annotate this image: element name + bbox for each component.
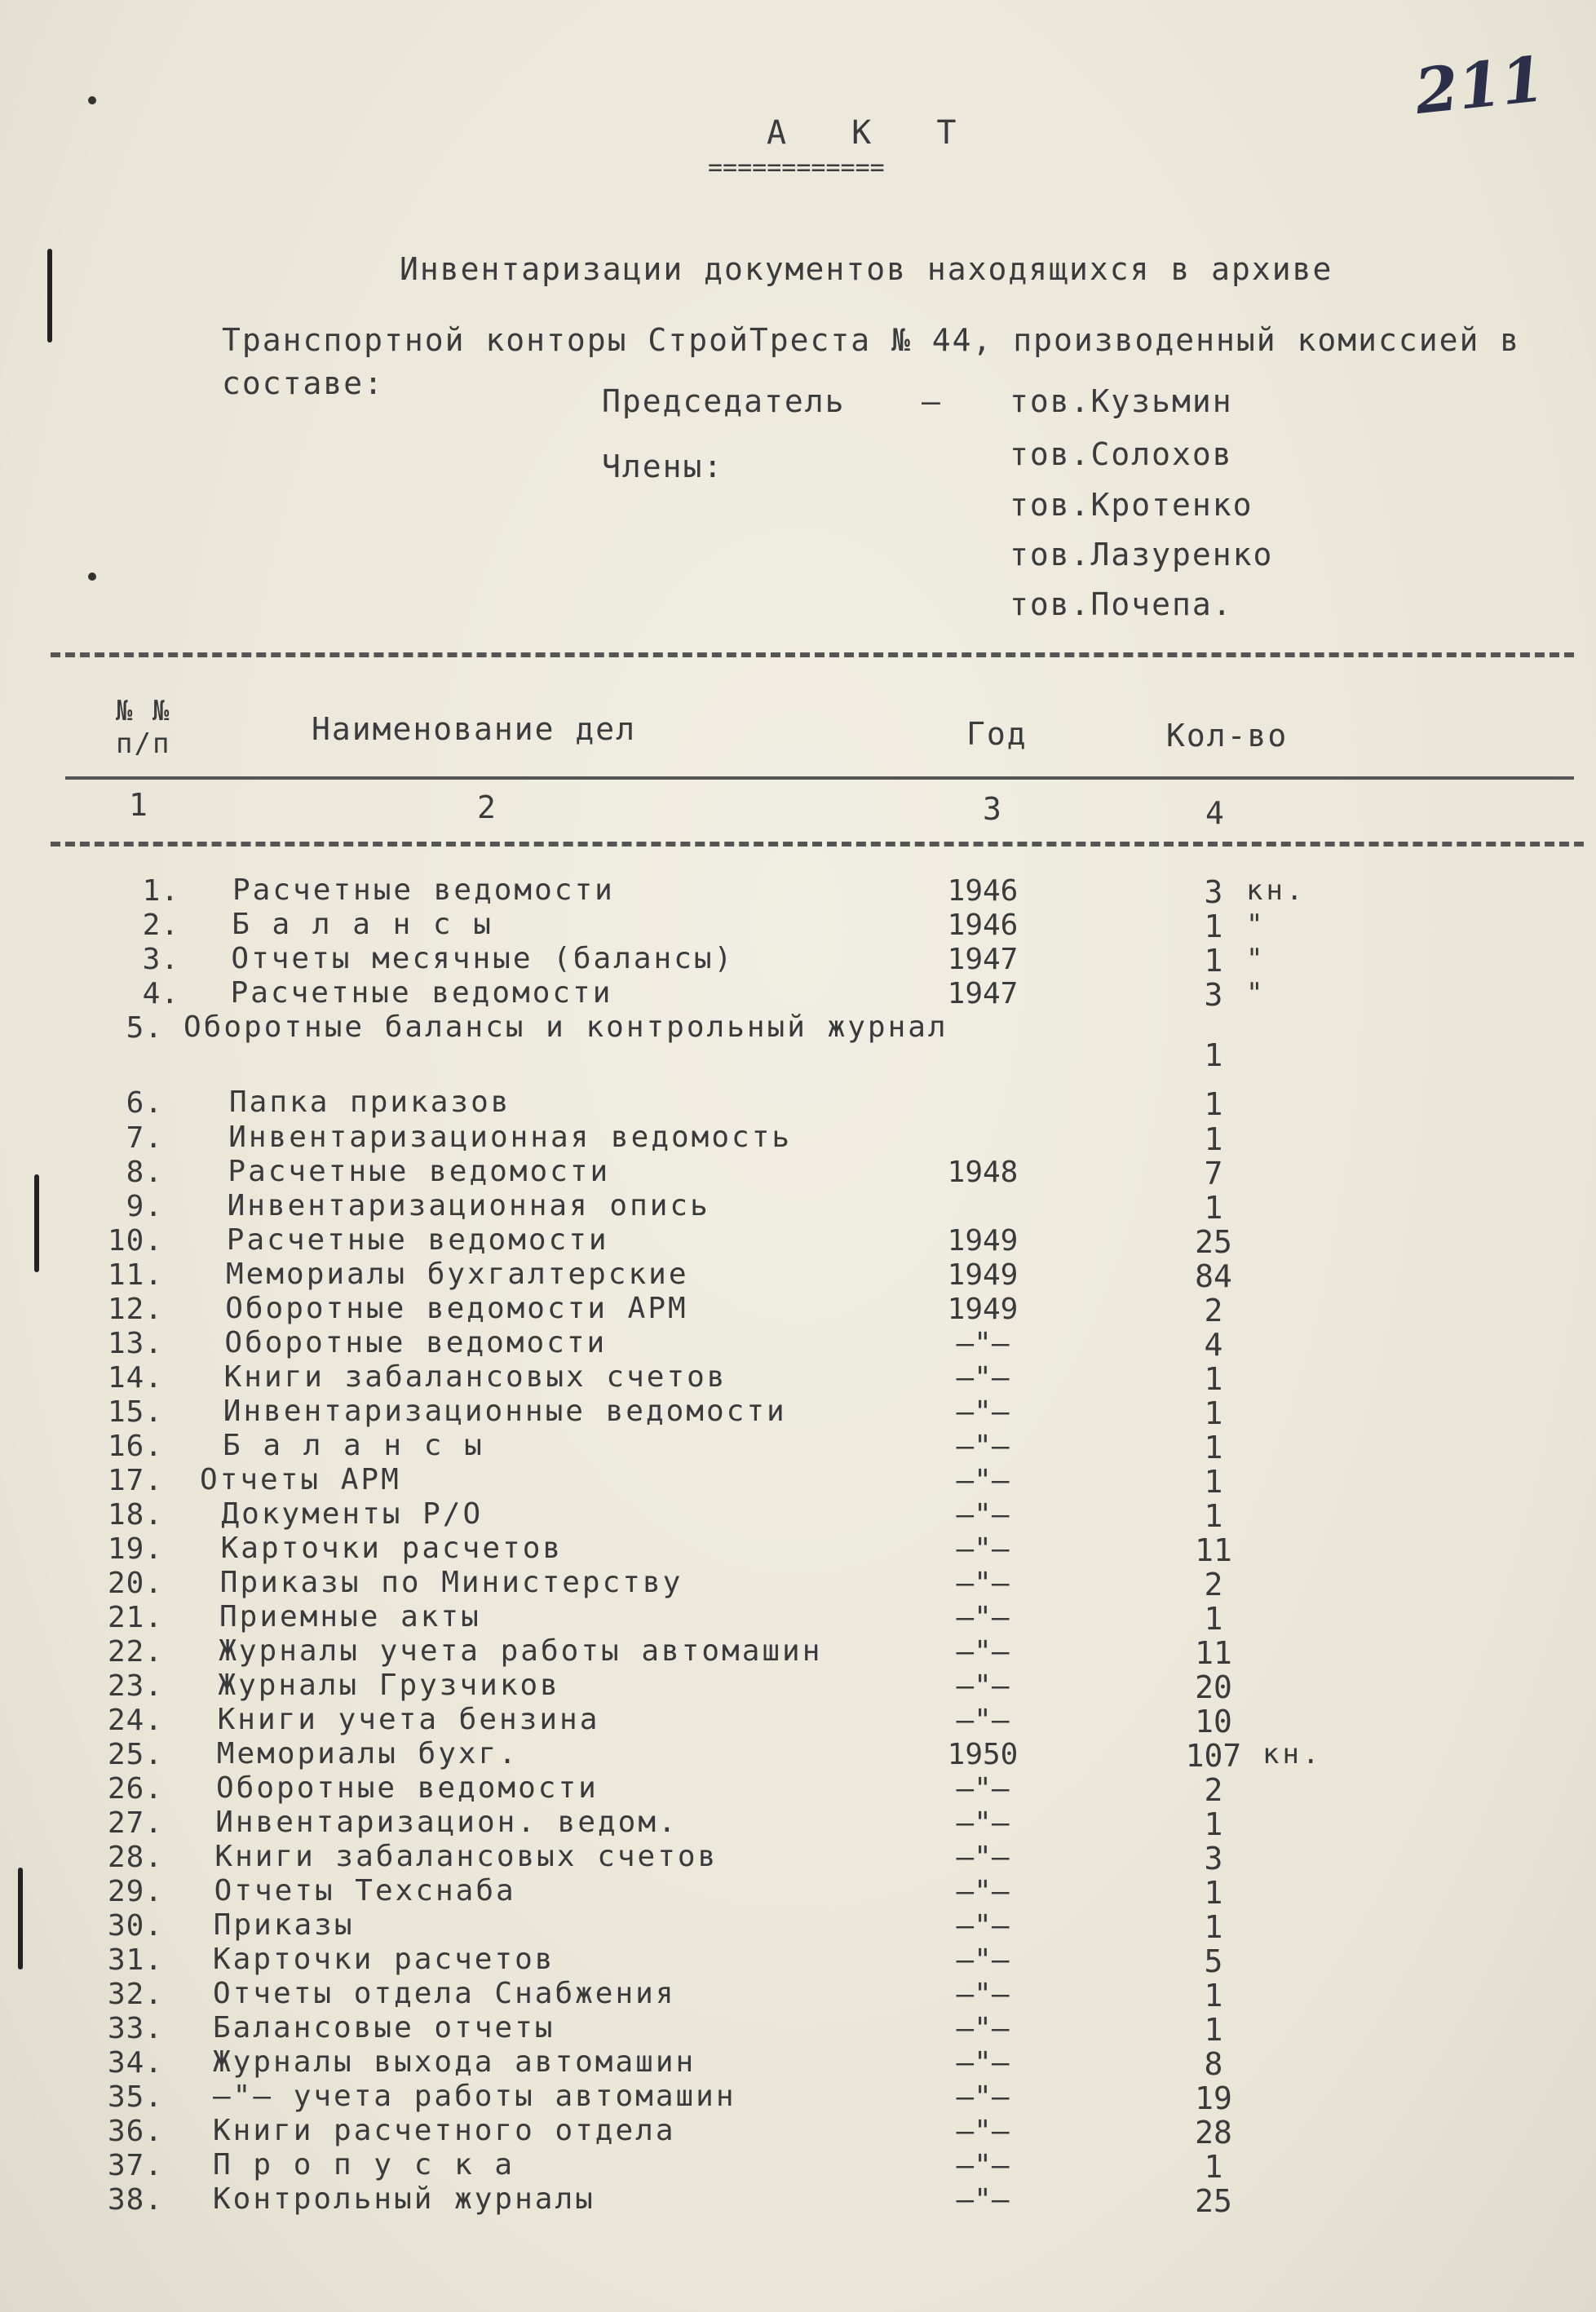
row-year: –"– (956, 1327, 1010, 1360)
row-count: 1 (1204, 908, 1223, 944)
row-year: 1949 (947, 1293, 1019, 1326)
row-document-name: Карточки расчетов (213, 1943, 555, 1976)
row-year: –"– (956, 2080, 1010, 2114)
row-document-name: Журналы выхода автомашин (213, 2045, 696, 2079)
row-number: 15. (107, 1395, 163, 1429)
row-number: 23. (107, 1669, 163, 1703)
row-number: 2. (142, 908, 179, 942)
row-number: 19. (107, 1532, 163, 1566)
row-unit: " (1246, 977, 1267, 1010)
row-year: –"– (956, 1943, 1010, 1977)
row-document-name: Папка приказов (229, 1085, 511, 1119)
row-number: 21. (107, 1601, 163, 1634)
row-document-name: Инвентаризационная опись (227, 1189, 710, 1222)
row-count: 5 (1204, 1943, 1223, 1979)
row-year: 1950 (947, 1738, 1019, 1771)
row-count: 3 (1204, 874, 1223, 910)
header-rule-bottom (51, 842, 1584, 847)
row-year: –"– (956, 1464, 1010, 1497)
row-number: 12. (107, 1293, 163, 1326)
row-number: 14. (107, 1361, 163, 1395)
row-document-name: Балансовые отчеты (213, 2011, 555, 2045)
col-header-number: № № п/п (116, 695, 171, 760)
chair-dash: – (922, 383, 942, 419)
row-count: 19 (1195, 2080, 1232, 2116)
row-count: 1 (1204, 1601, 1223, 1637)
folio-number: 211 (1411, 42, 1548, 129)
members-label: Члены: (602, 449, 724, 484)
row-document-name: Книги учета бензина (217, 1703, 600, 1736)
row-count: 25 (1195, 1224, 1232, 1260)
row-number: 5. (126, 1011, 163, 1045)
row-count: 10 (1195, 1704, 1232, 1740)
row-document-name: П р о п у с к а (213, 2148, 515, 2182)
member-name: тов.Кротенко (1010, 487, 1253, 523)
row-count: 3 (1204, 977, 1223, 1013)
row-year: –"– (956, 1567, 1010, 1600)
intro-line-1: Инвентаризации документов находящихся в архиве (400, 251, 1333, 287)
row-year: –"– (956, 2012, 1010, 2045)
row-number: 1. (142, 874, 179, 908)
row-year: 1949 (947, 1258, 1019, 1292)
row-year: –"– (956, 2149, 1010, 2182)
row-year: –"– (956, 2115, 1010, 2148)
col-index-count: 4 (1205, 795, 1226, 831)
row-count: 1 (1204, 1121, 1223, 1157)
row-number: 4. (142, 977, 179, 1010)
row-year: –"– (956, 1806, 1010, 1840)
col-header-count: Кол-во (1166, 718, 1289, 754)
row-number: 29. (107, 1875, 163, 1908)
row-document-name: –"– учета работы автомашин (213, 2080, 736, 2113)
row-number: 20. (107, 1567, 163, 1600)
row-year: 1946 (947, 908, 1019, 942)
row-number: 11. (107, 1258, 163, 1292)
row-document-name: Расчетные ведомости (232, 873, 615, 907)
row-count: 11 (1195, 1532, 1232, 1568)
row-document-name: Приказы по Министерству (219, 1566, 683, 1599)
row-year: 1946 (947, 874, 1019, 908)
row-document-name: Отчеты АРМ (200, 1463, 401, 1496)
row-document-name: Приемные акты (219, 1600, 481, 1633)
row-year: –"– (956, 1841, 1010, 1874)
row-count: 2 (1204, 1772, 1223, 1808)
margin-dot (88, 572, 96, 581)
row-count: 4 (1204, 1327, 1223, 1363)
row-document-name: Оборотные ведомости АРМ (225, 1292, 688, 1325)
row-count: 11 (1195, 1635, 1232, 1671)
row-document-name: Расчетные ведомости (228, 1155, 611, 1188)
row-year: –"– (956, 2046, 1010, 2080)
col-index-name: 2 (477, 789, 497, 825)
header-rule-middle (65, 776, 1574, 780)
row-number: 38. (107, 2183, 163, 2217)
row-year: –"– (956, 1669, 1010, 1703)
row-number: 3. (142, 943, 179, 976)
row-number: 7. (126, 1121, 163, 1155)
row-count: 20 (1195, 1669, 1232, 1705)
row-number: 27. (107, 1806, 163, 1840)
row-number: 18. (107, 1498, 163, 1532)
row-document-name: Расчетные ведомости (226, 1223, 609, 1257)
row-year: –"– (956, 1704, 1010, 1737)
row-count: 1 (1204, 1806, 1223, 1842)
row-year: 1949 (947, 1224, 1019, 1258)
row-number: 24. (107, 1704, 163, 1737)
row-number: 17. (107, 1464, 163, 1497)
row-document-name: Карточки расчетов (220, 1532, 564, 1565)
row-count: 1 (1204, 2149, 1223, 2185)
row-count: 1 (1204, 1395, 1223, 1431)
row-document-name: Книги расчетного отдела (213, 2114, 676, 2147)
row-document-name: Б а л а н с ы (223, 1429, 484, 1462)
member-name: тов.Почепа. (1010, 586, 1233, 622)
row-count: 1 (1204, 1498, 1223, 1534)
row-document-name: Мемориалы бухгалтерские (226, 1258, 689, 1291)
row-count: 28 (1195, 2115, 1232, 2151)
row-count: 1 (1204, 1464, 1223, 1500)
row-count: 1 (1204, 1361, 1223, 1397)
row-document-name: Б а л а н с ы (232, 908, 493, 941)
row-year: –"– (956, 1772, 1010, 1806)
row-year: –"– (956, 1361, 1010, 1395)
row-count: 8 (1204, 2046, 1223, 2082)
margin-mark (34, 1174, 39, 1272)
row-number: 6. (126, 1086, 163, 1120)
row-count: 3 (1204, 1841, 1223, 1877)
row-unit: " (1246, 943, 1267, 975)
member-name: тов.Лазуренко (1010, 537, 1274, 572)
row-document-name: Отчеты Техснаба (214, 1874, 516, 1908)
row-document-name: Отчеты месячные (балансы) (231, 942, 735, 975)
chair-label: Председатель (602, 383, 846, 419)
row-number: 10. (107, 1224, 163, 1258)
chair-name: тов.Кузьмин (1010, 383, 1233, 419)
row-count: 1 (1204, 1430, 1223, 1465)
col-index-year: 3 (983, 791, 1003, 827)
row-year: 1948 (947, 1156, 1019, 1189)
intro-line-3: составе: (222, 365, 385, 401)
row-number: 9. (126, 1190, 163, 1223)
row-year: –"– (956, 1978, 1010, 2011)
row-number: 37. (107, 2149, 163, 2182)
row-count: 2 (1204, 1293, 1223, 1328)
row-year: –"– (956, 1395, 1010, 1429)
row-number: 13. (107, 1327, 163, 1360)
row-number: 33. (107, 2012, 163, 2045)
row-document-name: Журналы Грузчиков (218, 1669, 560, 1702)
col-index-number: 1 (129, 787, 149, 823)
row-number: 22. (107, 1635, 163, 1669)
header-rule-top (51, 652, 1574, 657)
row-number: 32. (107, 1978, 163, 2011)
row-document-name: Документы Р/О (221, 1497, 484, 1531)
row-year: –"– (956, 1430, 1010, 1463)
row-number: 8. (126, 1156, 163, 1189)
row-number: 30. (107, 1909, 163, 1943)
row-document-name: Отчеты отдела Снабжения (213, 1977, 676, 2010)
row-count: 1 (1204, 2012, 1223, 2048)
row-count: 7 (1204, 1156, 1223, 1191)
row-number: 25. (107, 1738, 163, 1771)
row-number: 35. (107, 2080, 163, 2114)
row-document-name: Книги забалансовых счетов (214, 1840, 718, 1873)
row-number: 26. (107, 1772, 163, 1806)
row-document-name: Приказы (213, 1908, 355, 1942)
row-document-name: Оборотные ведомости (216, 1771, 599, 1805)
row-year: –"– (956, 1875, 1010, 1908)
row-year: –"– (956, 1498, 1010, 1532)
row-year: –"– (956, 1635, 1010, 1669)
row-count: 2 (1204, 1567, 1223, 1602)
row-document-name: Инвентаризацион. ведом. (215, 1806, 679, 1839)
margin-mark (47, 249, 52, 343)
row-number: 28. (107, 1841, 163, 1874)
row-year: –"– (956, 1532, 1010, 1566)
margin-mark (18, 1868, 23, 1969)
row-document-name: Инвентаризационная ведомость (228, 1121, 793, 1154)
row-count: 1 (1204, 1037, 1223, 1073)
row-year: 1947 (947, 977, 1019, 1010)
row-count: 25 (1195, 2183, 1232, 2219)
row-number: 31. (107, 1943, 163, 1977)
margin-dot (88, 96, 96, 104)
row-document-name: Мемориалы бухг. (216, 1737, 519, 1770)
row-unit: кн. (1262, 1738, 1323, 1770)
row-year: –"– (956, 1909, 1010, 1943)
row-year: –"– (956, 1601, 1010, 1634)
row-unit: кн. (1246, 874, 1306, 907)
row-count: 84 (1195, 1258, 1232, 1294)
row-number: 36. (107, 2115, 163, 2148)
row-count: 1 (1204, 1875, 1223, 1911)
row-number: 34. (107, 2046, 163, 2080)
row-count: 1 (1204, 1086, 1223, 1122)
row-number: 16. (107, 1430, 163, 1463)
title-underline: ============ (708, 153, 885, 182)
row-unit: " (1246, 908, 1267, 941)
document-title: А К Т (767, 114, 979, 152)
row-document-name: Книги забалансовых счетов (223, 1360, 727, 1394)
member-name: тов.Солохов (1010, 436, 1233, 472)
row-document-name: Контрольный журналы (213, 2182, 595, 2216)
row-count: 107 (1185, 1738, 1242, 1774)
row-year: –"– (956, 2183, 1010, 2217)
row-document-name: Инвентаризационные ведомости (223, 1395, 787, 1428)
row-count: 1 (1204, 943, 1223, 979)
col-header-name: Наименование дел (312, 711, 637, 747)
row-count: 1 (1204, 1978, 1223, 2014)
row-document-name: Расчетные ведомости (230, 976, 613, 1010)
row-count: 1 (1204, 1909, 1223, 1945)
row-document-name: Оборотные балансы и контрольный журнал (183, 1010, 948, 1044)
intro-line-2: Транспортной конторы СтройТреста № 44, производенный комиссией в (222, 322, 1521, 358)
row-document-name: Журналы учета работы автомашин (219, 1634, 823, 1668)
row-year: 1947 (947, 943, 1019, 976)
row-count: 1 (1204, 1190, 1223, 1226)
row-document-name: Оборотные ведомости (224, 1326, 608, 1359)
col-header-year: Год (966, 716, 1028, 752)
